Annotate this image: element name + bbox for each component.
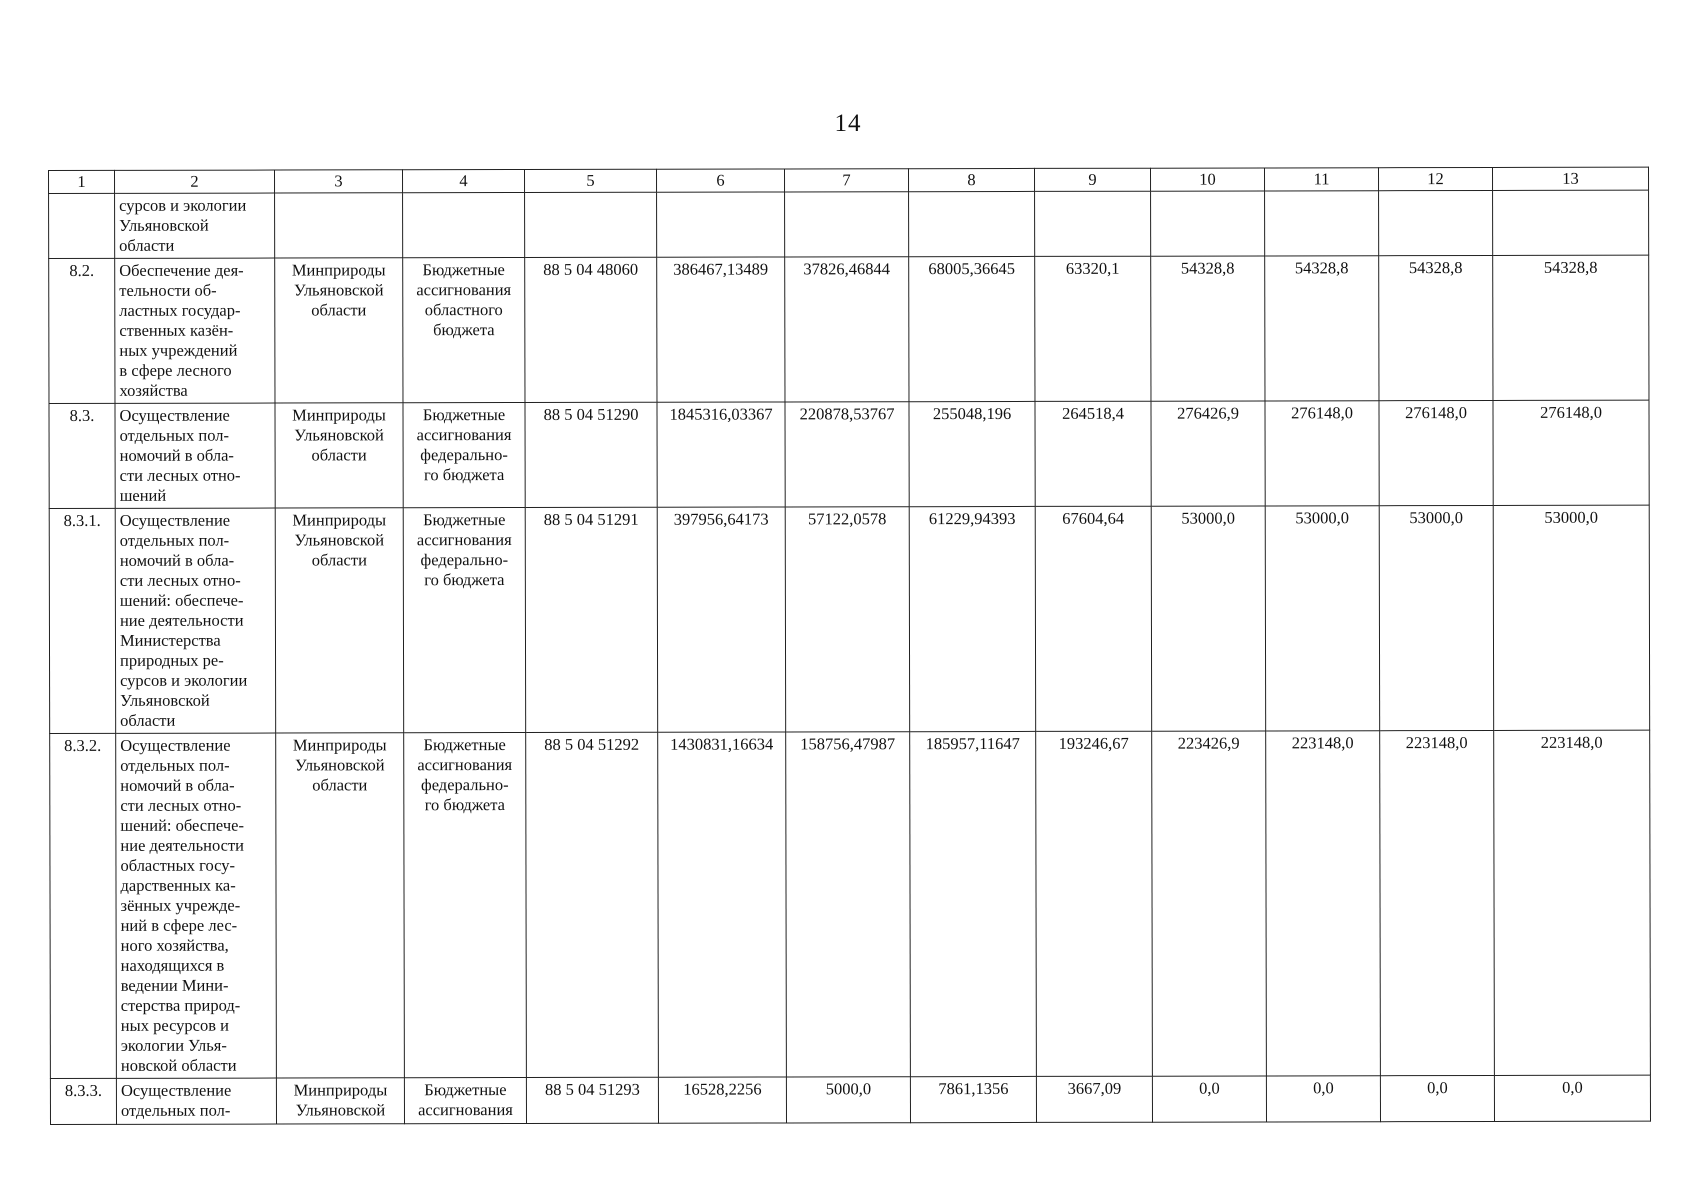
amount-col-9: 264518,4 <box>1035 401 1151 506</box>
responsible-organization-line: Ульяновской <box>294 755 385 775</box>
responsible-organization <box>276 1078 404 1124</box>
amount-col-12: 53000,0 <box>1379 505 1493 730</box>
row-description-line: стерства природ- <box>120 995 241 1015</box>
amount-col-13: 53000,0 <box>1493 505 1649 730</box>
amount-col-7: 37826,46844 <box>785 257 909 402</box>
row-description-line: сурсов и экологии <box>119 195 247 215</box>
funding-source-line: ассигнования <box>416 530 512 550</box>
column-header-13: 13 <box>1492 167 1648 190</box>
funding-source <box>403 258 525 403</box>
row-description-line: экологии Улья- <box>120 1035 227 1055</box>
amount-col-11 <box>1265 191 1379 256</box>
row-description-line: ние деятельности <box>120 835 245 855</box>
amount-col-12: 223148,0 <box>1380 730 1495 1075</box>
amount-col-11: 223148,0 <box>1266 731 1381 1076</box>
funding-source-line: ассигнования <box>418 1100 513 1120</box>
row-description-line: отдельных пол- <box>119 530 230 550</box>
row-index: 8.3.2. <box>50 733 117 1078</box>
funding-source-line: ассигнования <box>416 425 512 445</box>
column-header-7: 7 <box>784 169 908 192</box>
funding-source <box>404 733 527 1078</box>
responsible-organization <box>275 193 403 258</box>
row-description-line: Ульяновской <box>119 215 209 235</box>
amount-col-11: 53000,0 <box>1265 506 1379 731</box>
row-description-line: отдельных пол- <box>120 1100 231 1120</box>
amount-col-10: 0,0 <box>1152 1076 1266 1122</box>
funding-source <box>403 508 525 733</box>
budget-code: 88 5 04 48060 <box>525 257 657 402</box>
funding-source <box>403 403 525 508</box>
row-description-line: Осуществление <box>119 405 230 425</box>
responsible-organization <box>275 508 403 733</box>
funding-source-line: федерально- <box>420 445 508 465</box>
row-description-line: шений: обеспече- <box>120 815 244 835</box>
funding-source-line: федерально- <box>420 775 509 795</box>
amount-col-8: 7861,1356 <box>910 1076 1036 1122</box>
table-row <box>50 1075 1650 1124</box>
row-description-line: ведении Мини- <box>120 975 229 995</box>
row-description <box>116 1078 276 1124</box>
amount-col-9: 193246,67 <box>1036 731 1153 1076</box>
amount-col-6: 386467,13489 <box>657 257 785 402</box>
row-description-line: ных ресурсов и <box>120 1015 230 1035</box>
amount-col-6: 16528,2256 <box>658 1077 786 1123</box>
row-description-line: новской области <box>120 1055 237 1075</box>
row-description-line: зённых учрежде- <box>120 895 241 915</box>
row-index: 8.3. <box>49 403 115 508</box>
amount-col-8: 185957,11647 <box>910 731 1037 1076</box>
amount-col-9: 3667,09 <box>1036 1076 1152 1122</box>
funding-source-line: го бюджета <box>424 570 505 590</box>
responsible-organization-line: Ульяновской <box>294 425 384 445</box>
row-description-line: отдельных пол- <box>119 425 229 445</box>
column-header-3: 3 <box>275 170 403 193</box>
budget-code: 88 5 04 51291 <box>525 507 657 732</box>
row-description-line: дарственных ка- <box>120 875 236 895</box>
column-header-9: 9 <box>1034 168 1150 191</box>
amount-col-11: 276148,0 <box>1265 401 1379 506</box>
column-header-5: 5 <box>525 169 657 192</box>
amount-col-8: 255048,196 <box>909 401 1035 506</box>
amount-col-10: 276426,9 <box>1151 401 1265 506</box>
amount-col-12: 0,0 <box>1380 1075 1494 1121</box>
row-index: 8.3.3. <box>50 1078 116 1124</box>
responsible-organization-line: области <box>311 550 367 570</box>
row-description-line: Осуществление <box>120 735 231 755</box>
amount-col-7: 220878,53767 <box>785 402 909 507</box>
row-description-line: хозяйства <box>119 380 188 400</box>
column-header-2: 2 <box>115 170 275 193</box>
table-row <box>49 255 1649 403</box>
amount-col-13: 223148,0 <box>1494 730 1651 1075</box>
responsible-organization <box>275 403 403 508</box>
table-row <box>49 400 1649 508</box>
amount-col-8: 61229,94393 <box>909 506 1035 731</box>
row-description <box>115 193 275 258</box>
amount-col-7: 158756,47987 <box>786 732 911 1077</box>
amount-col-11: 54328,8 <box>1265 256 1379 401</box>
row-description <box>115 403 275 508</box>
row-description-line: сти лесных отно- <box>120 795 242 815</box>
row-description-line: Осуществление <box>120 1080 232 1100</box>
table-row <box>50 730 1651 1078</box>
page-number: 14 <box>834 110 862 137</box>
row-index <box>49 193 115 258</box>
row-description-line: Ульяновской <box>120 690 210 710</box>
table-row <box>49 190 1649 258</box>
row-description-line: Обеспечение дея- <box>119 260 244 280</box>
funding-source-line: Бюджетные <box>422 405 506 425</box>
responsible-organization-line: области <box>311 445 367 465</box>
row-description-line: ластных государ- <box>119 300 241 320</box>
row-description <box>115 258 275 403</box>
funding-source-line: го бюджета <box>423 465 505 485</box>
amount-col-9: 67604,64 <box>1035 506 1151 731</box>
amount-col-6 <box>657 192 785 257</box>
funding-source-line: областного <box>424 300 503 320</box>
amount-col-9 <box>1035 191 1151 256</box>
budget-code: 88 5 04 51293 <box>526 1077 658 1123</box>
amount-col-12: 276148,0 <box>1379 400 1493 505</box>
row-description-line: сти лесных отно- <box>119 570 241 590</box>
funding-source-line: Бюджетные <box>424 1080 507 1100</box>
responsible-organization <box>275 258 403 403</box>
row-description-line: Осуществление <box>119 510 231 530</box>
row-description-line: отдельных пол- <box>120 755 230 775</box>
responsible-organization-line: Минприроды <box>292 405 386 425</box>
amount-col-12: 54328,8 <box>1379 255 1493 400</box>
amount-col-7: 57122,0578 <box>785 507 909 732</box>
row-description-line: области <box>119 235 175 255</box>
responsible-organization-line: области <box>312 775 368 795</box>
row-description-line: шений <box>119 485 167 505</box>
row-description-line: в сфере лесного <box>119 360 232 380</box>
row-description-line: тельности об- <box>119 280 217 300</box>
funding-source-line: ассигнования <box>416 280 512 300</box>
column-header-10: 10 <box>1150 168 1264 191</box>
funding-source-line: бюджета <box>433 320 495 340</box>
amount-col-8: 68005,36645 <box>909 256 1035 401</box>
table-header <box>49 167 1649 193</box>
funding-source-line: федерально- <box>420 550 509 570</box>
row-description-line: ние деятельности <box>119 610 244 630</box>
row-description-line: номочий в обла- <box>120 775 235 795</box>
row-description-line: ных учреждений <box>119 340 238 360</box>
amount-col-6: 1845316,03367 <box>657 402 785 507</box>
row-description-line: ний в сфере лес- <box>120 915 238 935</box>
amount-col-9: 63320,1 <box>1035 256 1151 401</box>
responsible-organization-line: области <box>311 300 367 320</box>
row-description-line: номочий в обла- <box>119 445 234 465</box>
row-description-line: шений: обеспече- <box>119 590 244 610</box>
row-description-line: находящихся в <box>120 955 225 975</box>
row-index: 8.2. <box>49 258 115 403</box>
amount-col-13: 276148,0 <box>1493 400 1649 505</box>
row-description-line: номочий в обла- <box>119 550 235 570</box>
amount-col-10: 223426,9 <box>1152 731 1267 1076</box>
row-description-line: Министерства <box>119 630 221 650</box>
responsible-organization-line: Ульяновской <box>295 1100 386 1120</box>
amount-col-8 <box>909 191 1035 256</box>
column-header-11: 11 <box>1264 168 1378 191</box>
column-header-6: 6 <box>656 169 784 192</box>
funding-source-line: Бюджетные <box>422 260 505 280</box>
row-description-line: ственных казён- <box>119 320 234 340</box>
amount-col-13: 54328,8 <box>1493 255 1649 400</box>
budget-code: 88 5 04 51290 <box>525 402 657 507</box>
row-description-line: ного хозяйства, <box>120 935 229 955</box>
row-description-line: сти лесных отно- <box>119 465 241 485</box>
row-description-line: природных ре- <box>120 650 224 670</box>
funding-source <box>403 193 525 258</box>
amount-col-7: 5000,0 <box>786 1077 910 1123</box>
amount-col-10: 53000,0 <box>1151 506 1265 731</box>
table-body <box>49 190 1651 1124</box>
column-header-4: 4 <box>403 170 525 193</box>
funding-source <box>404 1078 526 1124</box>
column-header-1: 1 <box>49 170 115 193</box>
budget-code: 88 5 04 51292 <box>526 732 659 1077</box>
amount-col-13 <box>1493 190 1649 255</box>
budget-code <box>525 192 657 257</box>
column-header-12: 12 <box>1378 167 1492 190</box>
funding-source-line: ассигнования <box>417 755 513 775</box>
row-description-line: области <box>120 710 176 730</box>
row-description <box>116 733 277 1078</box>
amount-col-11: 0,0 <box>1266 1076 1380 1122</box>
amount-col-12 <box>1379 190 1493 255</box>
amount-col-6: 1430831,16634 <box>658 732 787 1077</box>
row-description-line: областных госу- <box>120 855 235 875</box>
row-description-line: сурсов и экологии <box>120 670 248 690</box>
amount-col-13: 0,0 <box>1494 1075 1650 1121</box>
responsible-organization-line: Минприроды <box>293 1080 388 1100</box>
responsible-organization-line: Минприроды <box>292 510 387 530</box>
funding-source-line: Бюджетные <box>423 735 506 755</box>
funding-source-line: Бюджетные <box>423 510 506 530</box>
amount-col-6: 397956,64173 <box>657 507 785 732</box>
row-index: 8.3.1. <box>49 508 115 733</box>
responsible-organization-line: Минприроды <box>291 260 386 280</box>
responsible-organization-line: Минприроды <box>292 735 387 755</box>
column-header-8: 8 <box>908 168 1034 191</box>
table-row <box>49 505 1649 733</box>
amount-col-10 <box>1151 191 1265 256</box>
row-description <box>115 508 275 733</box>
responsible-organization-line: Ульяновской <box>293 280 384 300</box>
funding-source-line: го бюджета <box>424 795 505 815</box>
responsible-organization <box>276 733 405 1078</box>
amount-col-10: 54328,8 <box>1151 256 1265 401</box>
budget-table <box>48 167 1651 1125</box>
amount-col-7 <box>785 192 909 257</box>
responsible-organization-line: Ульяновской <box>294 530 385 550</box>
